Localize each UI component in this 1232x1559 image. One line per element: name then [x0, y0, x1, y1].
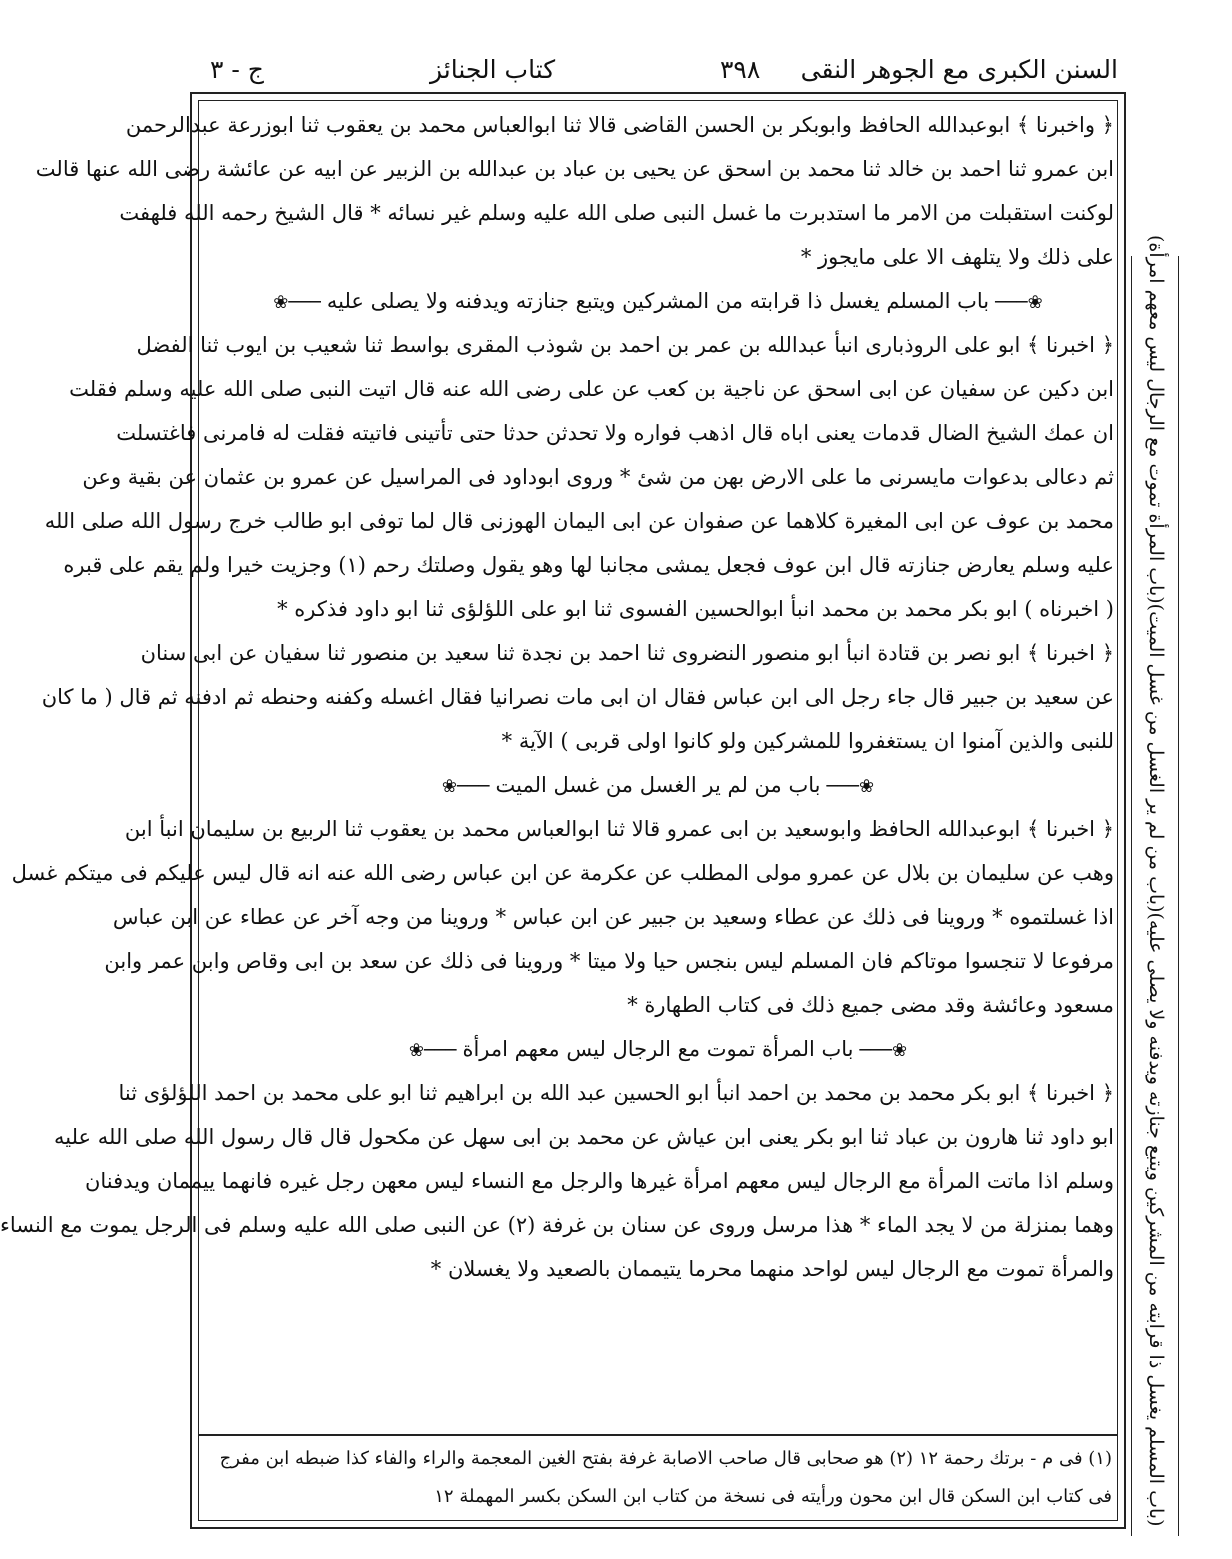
- volume-label: ج - ٣: [210, 55, 264, 84]
- text-line: للنبى والذين آمنوا ان يستغفروا للمشركين ولو كانوا اولى قربى ) الآية *: [501, 729, 1114, 753]
- text-line: ﴿ واخبرنا ﴾ ابوعبدالله الحافظ وابوبكر بن الحسن القاضى قالا ثنا ابوالعباس محمد بن يعقوب ثنا ابوزرعة عبدالرحمن: [125, 113, 1114, 137]
- text-line: مسعود وعائشة وقد مضى جميع ذلك فى كتاب الطهارة *: [627, 993, 1114, 1017]
- ornament-left-icon: ───❀: [408, 1040, 457, 1061]
- text-line: وسلم اذا ماتت المرأة مع الرجال ليس معهم امرأة غيرها والرجل مع النساء ليس معهن رجل غيره فانهما ييممان ويدفنان: [84, 1169, 1114, 1193]
- heading-text: باب من لم ير الغسل من غسل الميت: [495, 773, 821, 797]
- heading-text: باب المرأة تموت مع الرجال ليس معهم امرأة: [462, 1037, 854, 1061]
- ornament-left-icon: ───❀: [441, 776, 490, 797]
- ornament-right-icon: ❀───: [859, 1040, 908, 1061]
- text-line: وهما بمنزلة من لا يجد الماء * هذا مرسل وروى عن سنان بن غرفة (٢) عن النبى صلى الله عليه وسلم فى الرجل يموت مع النساء: [0, 1213, 1114, 1237]
- footnote-line: (١) فى م - برتك رحمة ١٢ (٢) هو صحابى قال صاحب الاصابة غرفة بفتح الغين المعجمة والراء والفاء كذا ضبطه ابن مفرج: [219, 1448, 1112, 1469]
- text-line: وهب عن سليمان بن بلال عن عمرو مولى المطلب عن عكرمة عن ابن عباس رضى الله عنه انه قال ليس عليكم فى ميتكم غسل: [11, 861, 1114, 885]
- section-heading: [202, 1027, 1114, 1071]
- footnotes: [202, 1440, 1112, 1516]
- margin-note: (باب المسلم يغسل ذا قرابته من المشركين ويتبع جنازته ويدفنه ولا يصلى عليه)(باب من لم ير الغسل من غسل الميت)(باب المرأة تموت مع الرجال ليس معهم امرأة): [1145, 234, 1167, 1526]
- text-line: لوكنت استقبلت من الامر ما استدبرت ما غسل النبى صلى الله عليه وسلم غير نسائه * قال الشيخ رحمه الله فلهفت: [119, 201, 1114, 225]
- ornament-right-icon: ❀───: [995, 292, 1043, 313]
- text-line: ابن دكين عن سفيان عن ابى اسحق عن ناجية بن كعب عن على رضى الله عنه قال اتيت النبى صلى الله عليه وسلم فقلت: [69, 377, 1114, 401]
- text-line: ابو داود ثنا هارون بن عباد ثنا ابو بكر يعنى ابن عياش عن محمد بن ابى سهل عن مكحول قال قال رسول الله صلى الله عليه: [54, 1125, 1114, 1149]
- text-line: ( اخبرناه ) ابو بكر محمد بن محمد انبأ ابوالحسين الفسوى ثنا ابو على اللؤلؤى ثنا ابو داود فذكره *: [277, 597, 1114, 621]
- chapter-title: كتاب الجنائز: [430, 55, 556, 84]
- ornament-right-icon: ❀───: [826, 776, 875, 797]
- text-line: اذا غسلتموه * وروينا فى ذلك عن عطاء وسعيد بن جبير عن ابن عباس * وروينا من وجه آخر عن عطاء عن ابن عباس: [112, 905, 1114, 929]
- text-line: عن سعيد بن جبير قال جاء رجل الى ابن عباس فقال ان ابى مات نصرانيا فقال اغسله وكفنه وحنطه ثم ادفنه ثم قال ( ما كان: [41, 685, 1114, 709]
- book-title: السنن الكبرى مع الجوهر النقى: [800, 55, 1118, 84]
- text-line: ابن عمرو ثنا احمد بن خالد ثنا محمد بن اسحق عن يحيى بن عباد بن عبدالله بن الزبير عن ابيه عن عائشة رضى الله عنها قالت: [35, 157, 1114, 181]
- section-heading: [202, 279, 1114, 323]
- page-number: ٣٩٨: [720, 55, 761, 84]
- text-line: ان عمك الشيخ الضال قدمات يعنى اباه قال اذهب فواره ولا تحدثن حدثا حتى تأتينى فاتيته فقلت له فامرنى فاغتسلت: [116, 421, 1114, 445]
- text-line: محمد بن عوف عن ابى المغيرة كلاهما عن صفوان عن ابى اليمان الهوزنى قال لما توفى ابو طالب خرج رسول الله صلى الله: [44, 509, 1114, 533]
- text-line: على ذلك ولا يتلهف الا على مايجوز *: [800, 245, 1114, 269]
- text-line: ﴿ اخبرنا ﴾ ابو على الروذبارى انبأ عبدالله بن عمر بن احمد بن شوذب المقرى بواسط ثنا شعيب بن ايوب ثنا الفضل: [136, 333, 1114, 357]
- text-line: والمرأة تموت مع الرجال ليس لواحد منهما محرما يتيممان بالصعيد ولا يغسلان *: [430, 1257, 1114, 1281]
- text-line: ﴿ اخبرنا ﴾ ابوعبدالله الحافظ وابوسعيد بن ابى عمرو قالا ثنا ابوالعباس محمد بن يعقوب ثنا الربيع بن سليمان انبأ ابن: [124, 817, 1114, 841]
- footnote-line: فى كتاب ابن السكن قال ابن محون ورأيته فى نسخة من كتاب ابن السكن بكسر المهملة ١٢: [434, 1486, 1112, 1507]
- text-line: مرفوعا لا تنجسوا موتاكم فان المسلم ليس بنجس حيا ولا ميتا * وروينا فى ذلك عن سعد بن ابى وقاص وابن عمر وابن: [104, 949, 1114, 973]
- heading-text: باب المسلم يغسل ذا قرابته من المشركين ويتبع جنازته ويدفنه ولا يصلى عليه: [326, 289, 990, 313]
- text-line: عليه وسلم يعارض جنازته قال ابن عوف فجعل يمشى مجانبا لها وهو يقول وصلتك رحم (١) وجزيت خيرا ولم يقم على قبره: [63, 553, 1114, 577]
- main-text: [0, 103, 1114, 1291]
- footnote-divider: [198, 1434, 1118, 1436]
- text-line: ثم دعالى بدعوات مايسرنى ما على الارض بهن من شئ * وروى ابوداود فى المراسيل عن عمرو بن عثمان عن بقية وعن: [82, 465, 1114, 489]
- text-line: ﴿ اخبرنا ﴾ ابو نصر بن قتادة انبأ ابو منصور النضروى ثنا احمد بن نجدة ثنا سعيد بن منصور ثنا سفيان عن ابى سنان: [140, 641, 1114, 665]
- text-line: ﴿ اخبرنا ﴾ ابو بكر محمد بن محمد بن احمد انبأ ابو الحسين عبد الله بن ابراهيم ثنا ابو على محمد بن احمد اللؤلؤى ثنا: [118, 1081, 1114, 1105]
- section-heading: [202, 763, 1114, 807]
- page-header: [198, 50, 1118, 90]
- ornament-left-icon: ───❀: [273, 292, 321, 313]
